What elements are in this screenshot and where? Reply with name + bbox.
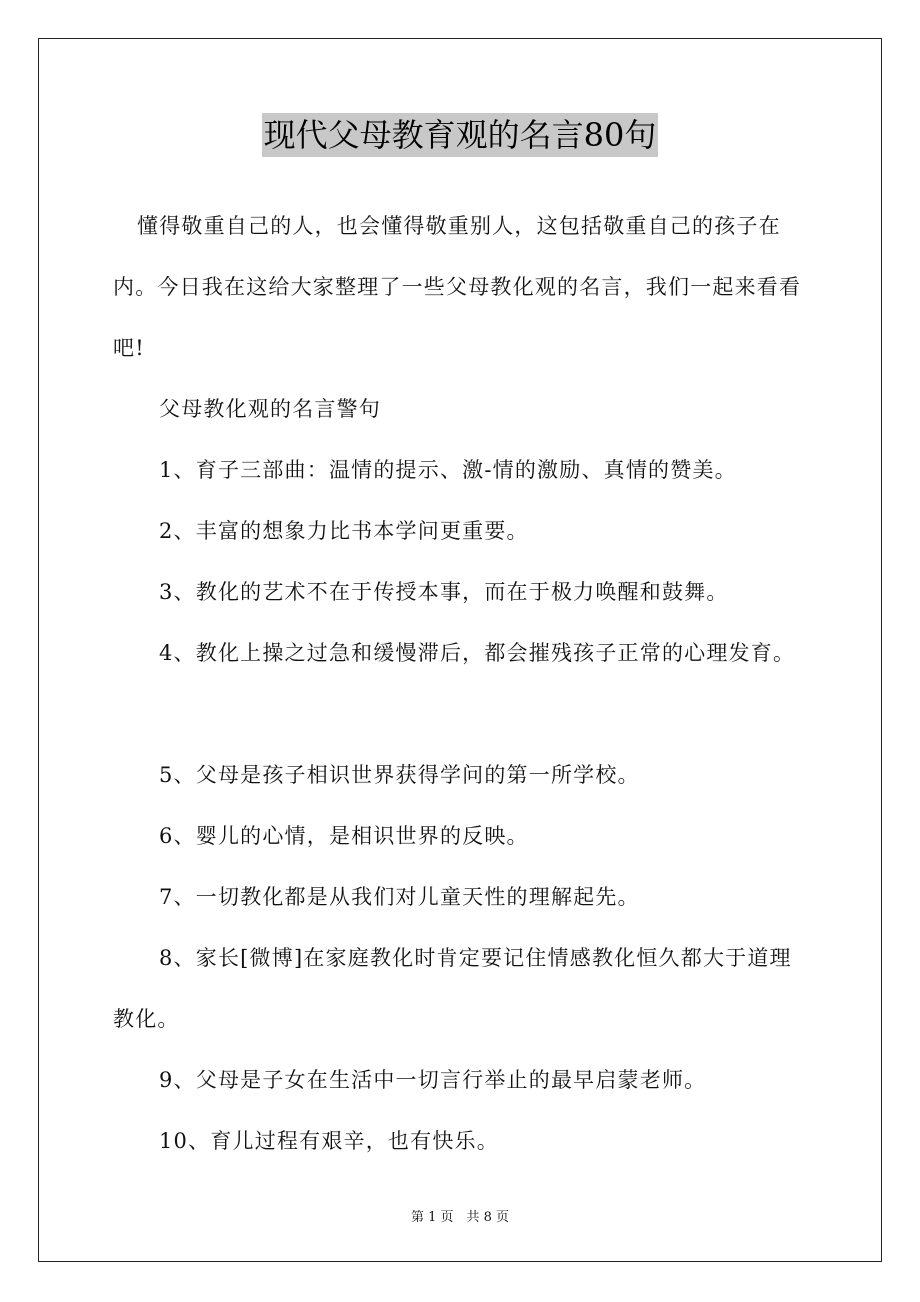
title-container xyxy=(0,113,920,157)
list-item: 6、婴儿的心情，是相识世界的反映。 xyxy=(159,824,529,848)
intro-paragraph: 懂得敬重自己的人，也会懂得敬重别人，这包括敬重自己的孩子在内。今日我在这给大家整理了一些父母教化观的名言，我们一起来看看吧! xyxy=(113,214,802,360)
page-footer xyxy=(0,1206,920,1225)
page-number: 第 1 页 共 8 页 xyxy=(410,1210,510,1225)
list-item: 2、丰富的想象力比书本学问更重要。 xyxy=(159,519,529,543)
list-item: 10、育儿过程有艰辛，也有快乐。 xyxy=(159,1129,499,1153)
list-item: 5、父母是孩子相识世界获得学问的第一所学校。 xyxy=(159,763,640,787)
list-item: 1、育子三部曲：温情的提示、激-情的激励、真情的赞美。 xyxy=(159,458,737,482)
document-title: 现代父母教育观的名言80句 xyxy=(262,113,659,157)
list-item: 4、教化上操之过急和缓慢滞后，都会摧残孩子正常的心理发育。 xyxy=(159,641,796,665)
list-item: 8、家长[微博]在家庭教化时肯定要记住情感教化恒久都大于道理教化。 xyxy=(113,946,792,1031)
section-heading: 父母教化观的名言警句 xyxy=(159,397,381,421)
paragraph-gap xyxy=(113,684,813,745)
list-item: 3、教化的艺术不在于传授本事，而在于极力唤醒和鼓舞。 xyxy=(159,580,729,604)
list-item: 7、一切教化都是从我们对儿童天性的理解起先。 xyxy=(159,885,640,909)
document-body xyxy=(113,196,813,1172)
list-item: 9、父母是子女在生活中一切言行举止的最早启蒙老师。 xyxy=(159,1068,707,1092)
